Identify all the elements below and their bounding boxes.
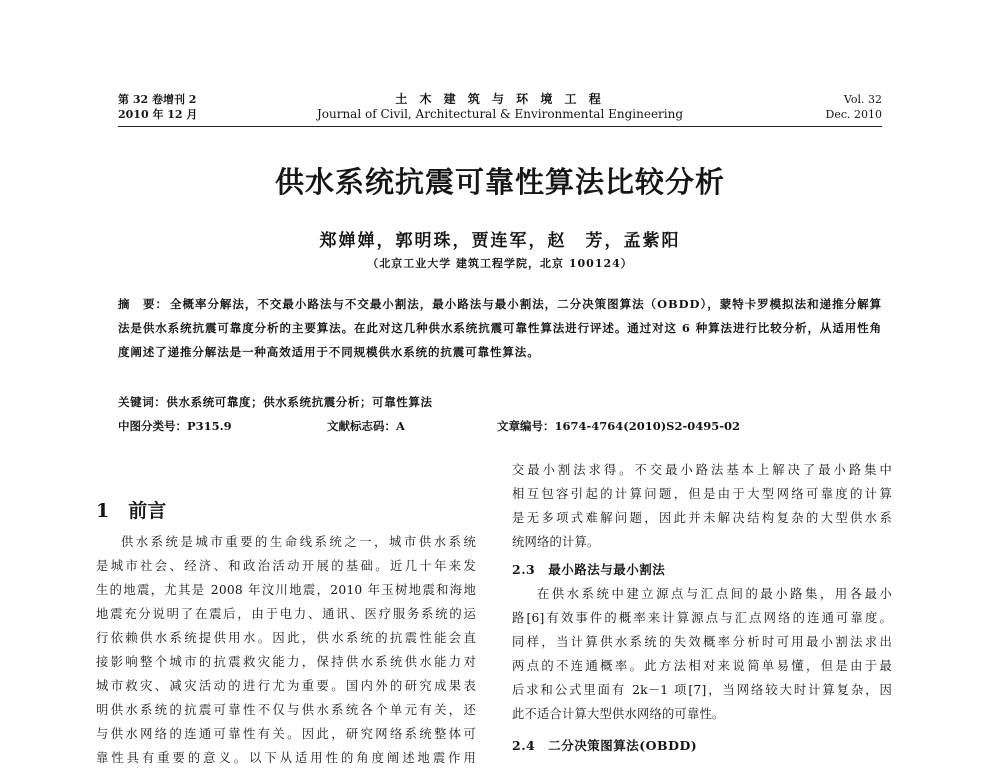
text-line: 明供水系统的抗震可靠性不仅与供水系统各个单元有关，还: [96, 703, 476, 717]
continued-paragraph: [512, 458, 892, 554]
keywords: [118, 394, 433, 410]
text-line: 两点的不连通概率。此方法相对来说简单易懂，但是由于最: [512, 659, 892, 673]
text-line: 是城市社会、经济、和政治活动开展的基础。近几十年来发: [96, 559, 476, 573]
text-line: 是无多项式难解问题，因此并未解决结构复杂的大型供水系: [512, 511, 892, 525]
section-1-title: 1 前言: [96, 500, 167, 522]
text-line: 与供水网络的连通可靠性有关。因此，研究网络系统整体可: [96, 727, 476, 741]
text-line: 交最小割法求得。不交最小路法基本上解决了最小路集中: [512, 463, 892, 477]
date-en: Dec. 2010: [825, 108, 882, 121]
text-line: 供水系统是城市重要的生命线系统之一，城市供水系统: [121, 535, 476, 549]
text-line: 接影响整个城市的抗震救灾能力，保持供水系统供水能力对: [96, 655, 476, 669]
abstract-text: 全概率分解法，不交最小路法与不交最小割法，最小路法与最小割法，二分决策图算法（OBDD），蒙特卡罗模拟法和递推分解算法是供水系统抗震可靠度分析的主要算法。在此对这几种供水系统抗震可靠性算法进行评述。通过对这 6 种算法进行比较分析，从适用性角度阐述了递推分解法是一种高效适用于不同规模供水系统的抗震可靠性算法。: [118, 297, 882, 359]
text-line: 靠性具有重要的意义。以下从适用性的角度阐述地震作用: [96, 751, 476, 765]
text-line: 同样，当计算供水系统的失效概率分析时可用最小割法求出: [512, 635, 892, 649]
clc-number: 中图分类号：P315.9: [118, 419, 232, 433]
journal-name-en: Journal of Civil, Architectural & Environmental Engineering: [316, 107, 684, 121]
paper-title: 供水系统抗震可靠性算法比较分析: [274, 165, 725, 199]
text-line: 统网络的计算。: [512, 535, 600, 549]
section-1-paragraph: [96, 530, 476, 770]
text-line: 后求和公式里面有 2k－1 项[7]，当网络较大时计算复杂，因: [512, 683, 892, 697]
abstract-label: 摘 要：: [118, 297, 168, 311]
text-line: 城市救灾、减灾活动的进行尤为重要。国内外的研究成果表: [96, 679, 476, 693]
affiliation: （北京工业大学 建筑工程学院，北京 100124）: [367, 257, 633, 270]
section-2-3-paragraph: [512, 582, 892, 726]
document-code: 文献标志码：A: [327, 419, 405, 433]
text-line: 地震充分说明了在震后，由于电力、通讯、医疗服务系统的运: [96, 607, 476, 621]
text-line: 此不适合计算大型供水网络的可靠性。: [512, 707, 725, 721]
text-line: 在供水系统中建立源点与汇点间的最小路集，用各最小: [537, 587, 892, 601]
text-line: 路[6]有效事件的概率来计算源点与汇点网络的连通可靠度。: [512, 611, 892, 625]
text-line: 生的地震，尤其是 2008 年汶川地震，2010 年玉树地震和海地: [96, 583, 476, 597]
keywords-label: 关键词：: [118, 395, 167, 409]
publication-date: 2010 年 12 月: [118, 108, 198, 121]
volume-en: Vol. 32: [843, 93, 882, 106]
keywords-text: 供水系统可靠度；供水系统抗震分析；可靠性算法: [166, 395, 433, 409]
section-2-3-title: 2.3 最小路法与最小割法: [512, 562, 666, 577]
header-rule: [118, 126, 882, 127]
text-line: 相互包容引起的计算问题，但是由于大型网络可靠度的计算: [512, 487, 892, 501]
journal-name-cn: 土 木 建 筑 与 环 境 工 程: [395, 92, 605, 106]
volume-issue: 第 32 卷增刊 2: [118, 93, 197, 106]
abstract: [118, 292, 882, 364]
text-line: 行依赖供水系统提供用水。因此，供水系统的抗震性能会直: [96, 631, 476, 645]
section-2-4-title: 2.4 二分决策图算法(OBDD): [512, 738, 698, 753]
article-number: 文章编号：1674-4764(2010)S2-0495-02: [497, 419, 741, 433]
authors: 郑婵婵，郭明珠，贾连军，赵 芳，孟紫阳: [319, 231, 681, 251]
